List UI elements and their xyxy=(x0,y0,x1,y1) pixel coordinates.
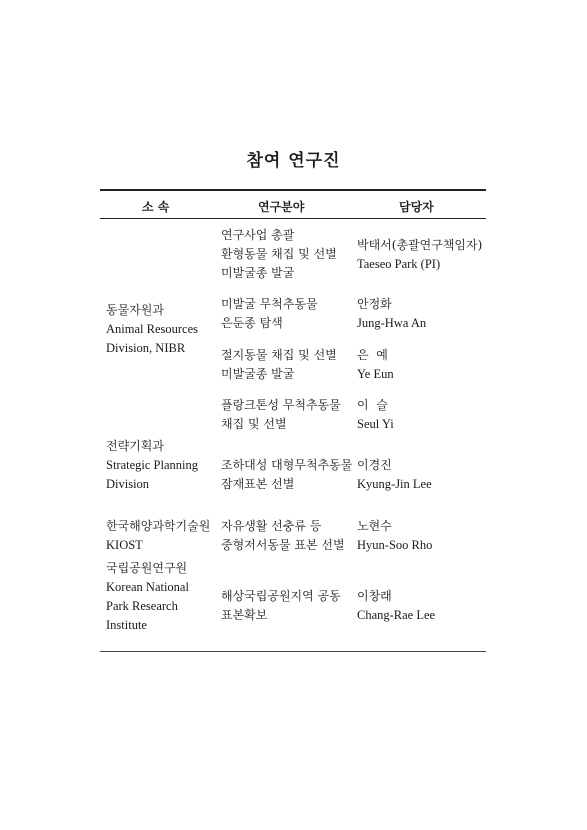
field-line: 은둔종 탐색 xyxy=(221,316,283,330)
field-row-3 xyxy=(221,346,337,384)
page-title: 참여 연구진 xyxy=(246,151,341,171)
person-name-ko: 박태서(총괄연구책임자) xyxy=(357,238,483,252)
field-line: 채집 및 선별 xyxy=(221,417,287,431)
field-line: 미발굴종 발굴 xyxy=(221,367,295,381)
field-line: 환형동물 채집 및 선별 xyxy=(221,247,337,261)
field-line: 조하대성 대형무척추동물 xyxy=(221,458,353,472)
person-name-en: Ye Eun xyxy=(357,367,394,381)
person-name-en: Kyung-Jin Lee xyxy=(357,477,432,491)
table-bottom-rule xyxy=(100,651,486,652)
field-line: 플랑크톤성 무척추동물 xyxy=(221,398,341,412)
affiliation-line: Park Research xyxy=(106,599,178,613)
field-row-7 xyxy=(221,587,341,625)
table-header-rule xyxy=(100,218,486,219)
person-name-ko: 안정화 xyxy=(357,297,392,311)
field-line: 잠재표본 선별 xyxy=(221,477,295,491)
field-line: 미발굴 무척추동물 xyxy=(221,297,318,311)
affiliation-line: Division, NIBR xyxy=(106,341,186,355)
affiliation-line: 한국해양과학기술원 xyxy=(106,519,211,533)
person-name-en: Taeseo Park (PI) xyxy=(357,257,441,271)
person-name-ko: 이창래 xyxy=(357,589,392,603)
person-row-1 xyxy=(357,236,482,274)
affiliation-line: 전략기획과 xyxy=(106,439,164,453)
field-line: 미발굴종 발굴 xyxy=(221,266,295,280)
field-line: 절지동물 채집 및 선별 xyxy=(221,348,337,362)
field-line: 연구사업 총괄 xyxy=(221,228,295,242)
person-row-2 xyxy=(357,295,426,333)
person-row-6 xyxy=(357,517,432,555)
field-line: 표본확보 xyxy=(221,608,268,622)
table-top-rule xyxy=(100,189,486,191)
field-row-4 xyxy=(221,396,341,434)
affiliation-line: Korean National xyxy=(106,580,189,594)
field-row-1 xyxy=(221,226,337,283)
affiliation-kiost xyxy=(106,517,210,555)
person-name-en: Hyun-Soo Rho xyxy=(357,538,433,552)
affiliation-nibr xyxy=(106,301,198,358)
affiliation-line: Division xyxy=(106,477,150,491)
person-name-ko: 노현수 xyxy=(357,519,392,533)
person-name-ko: 이경진 xyxy=(357,458,392,472)
affiliation-strategic-planning xyxy=(106,437,198,494)
affiliation-line: Institute xyxy=(106,618,147,632)
person-row-7 xyxy=(357,587,435,625)
person-row-5 xyxy=(357,456,432,494)
affiliation-line: Strategic Planning xyxy=(106,458,198,472)
header-affiliation: 소 속 xyxy=(142,200,170,214)
affiliation-knpri xyxy=(106,559,189,635)
field-row-2 xyxy=(221,295,318,333)
person-row-3 xyxy=(357,346,394,384)
person-name-ko: 은 예 xyxy=(357,348,388,362)
affiliation-line: 국립공원연구원 xyxy=(106,561,188,575)
person-name-en: Seul Yi xyxy=(357,417,394,431)
field-line: 해상국립공원지역 공동 xyxy=(221,589,341,603)
field-row-5 xyxy=(221,456,352,494)
affiliation-line: KIOST xyxy=(106,538,143,552)
header-field: 연구분야 xyxy=(258,200,305,214)
affiliation-line: Animal Resources xyxy=(106,322,198,336)
header-person: 담당자 xyxy=(399,200,434,214)
field-row-6 xyxy=(221,517,345,555)
person-name-en: Jung-Hwa An xyxy=(357,316,427,330)
affiliation-line: 동물자원과 xyxy=(106,303,164,317)
person-row-4 xyxy=(357,396,394,434)
field-line: 중형저서동물 표본 선별 xyxy=(221,538,345,552)
person-name-en: Chang-Rae Lee xyxy=(357,608,436,622)
person-name-ko: 이 슬 xyxy=(357,398,388,412)
field-line: 자유생활 선충류 등 xyxy=(221,519,322,533)
